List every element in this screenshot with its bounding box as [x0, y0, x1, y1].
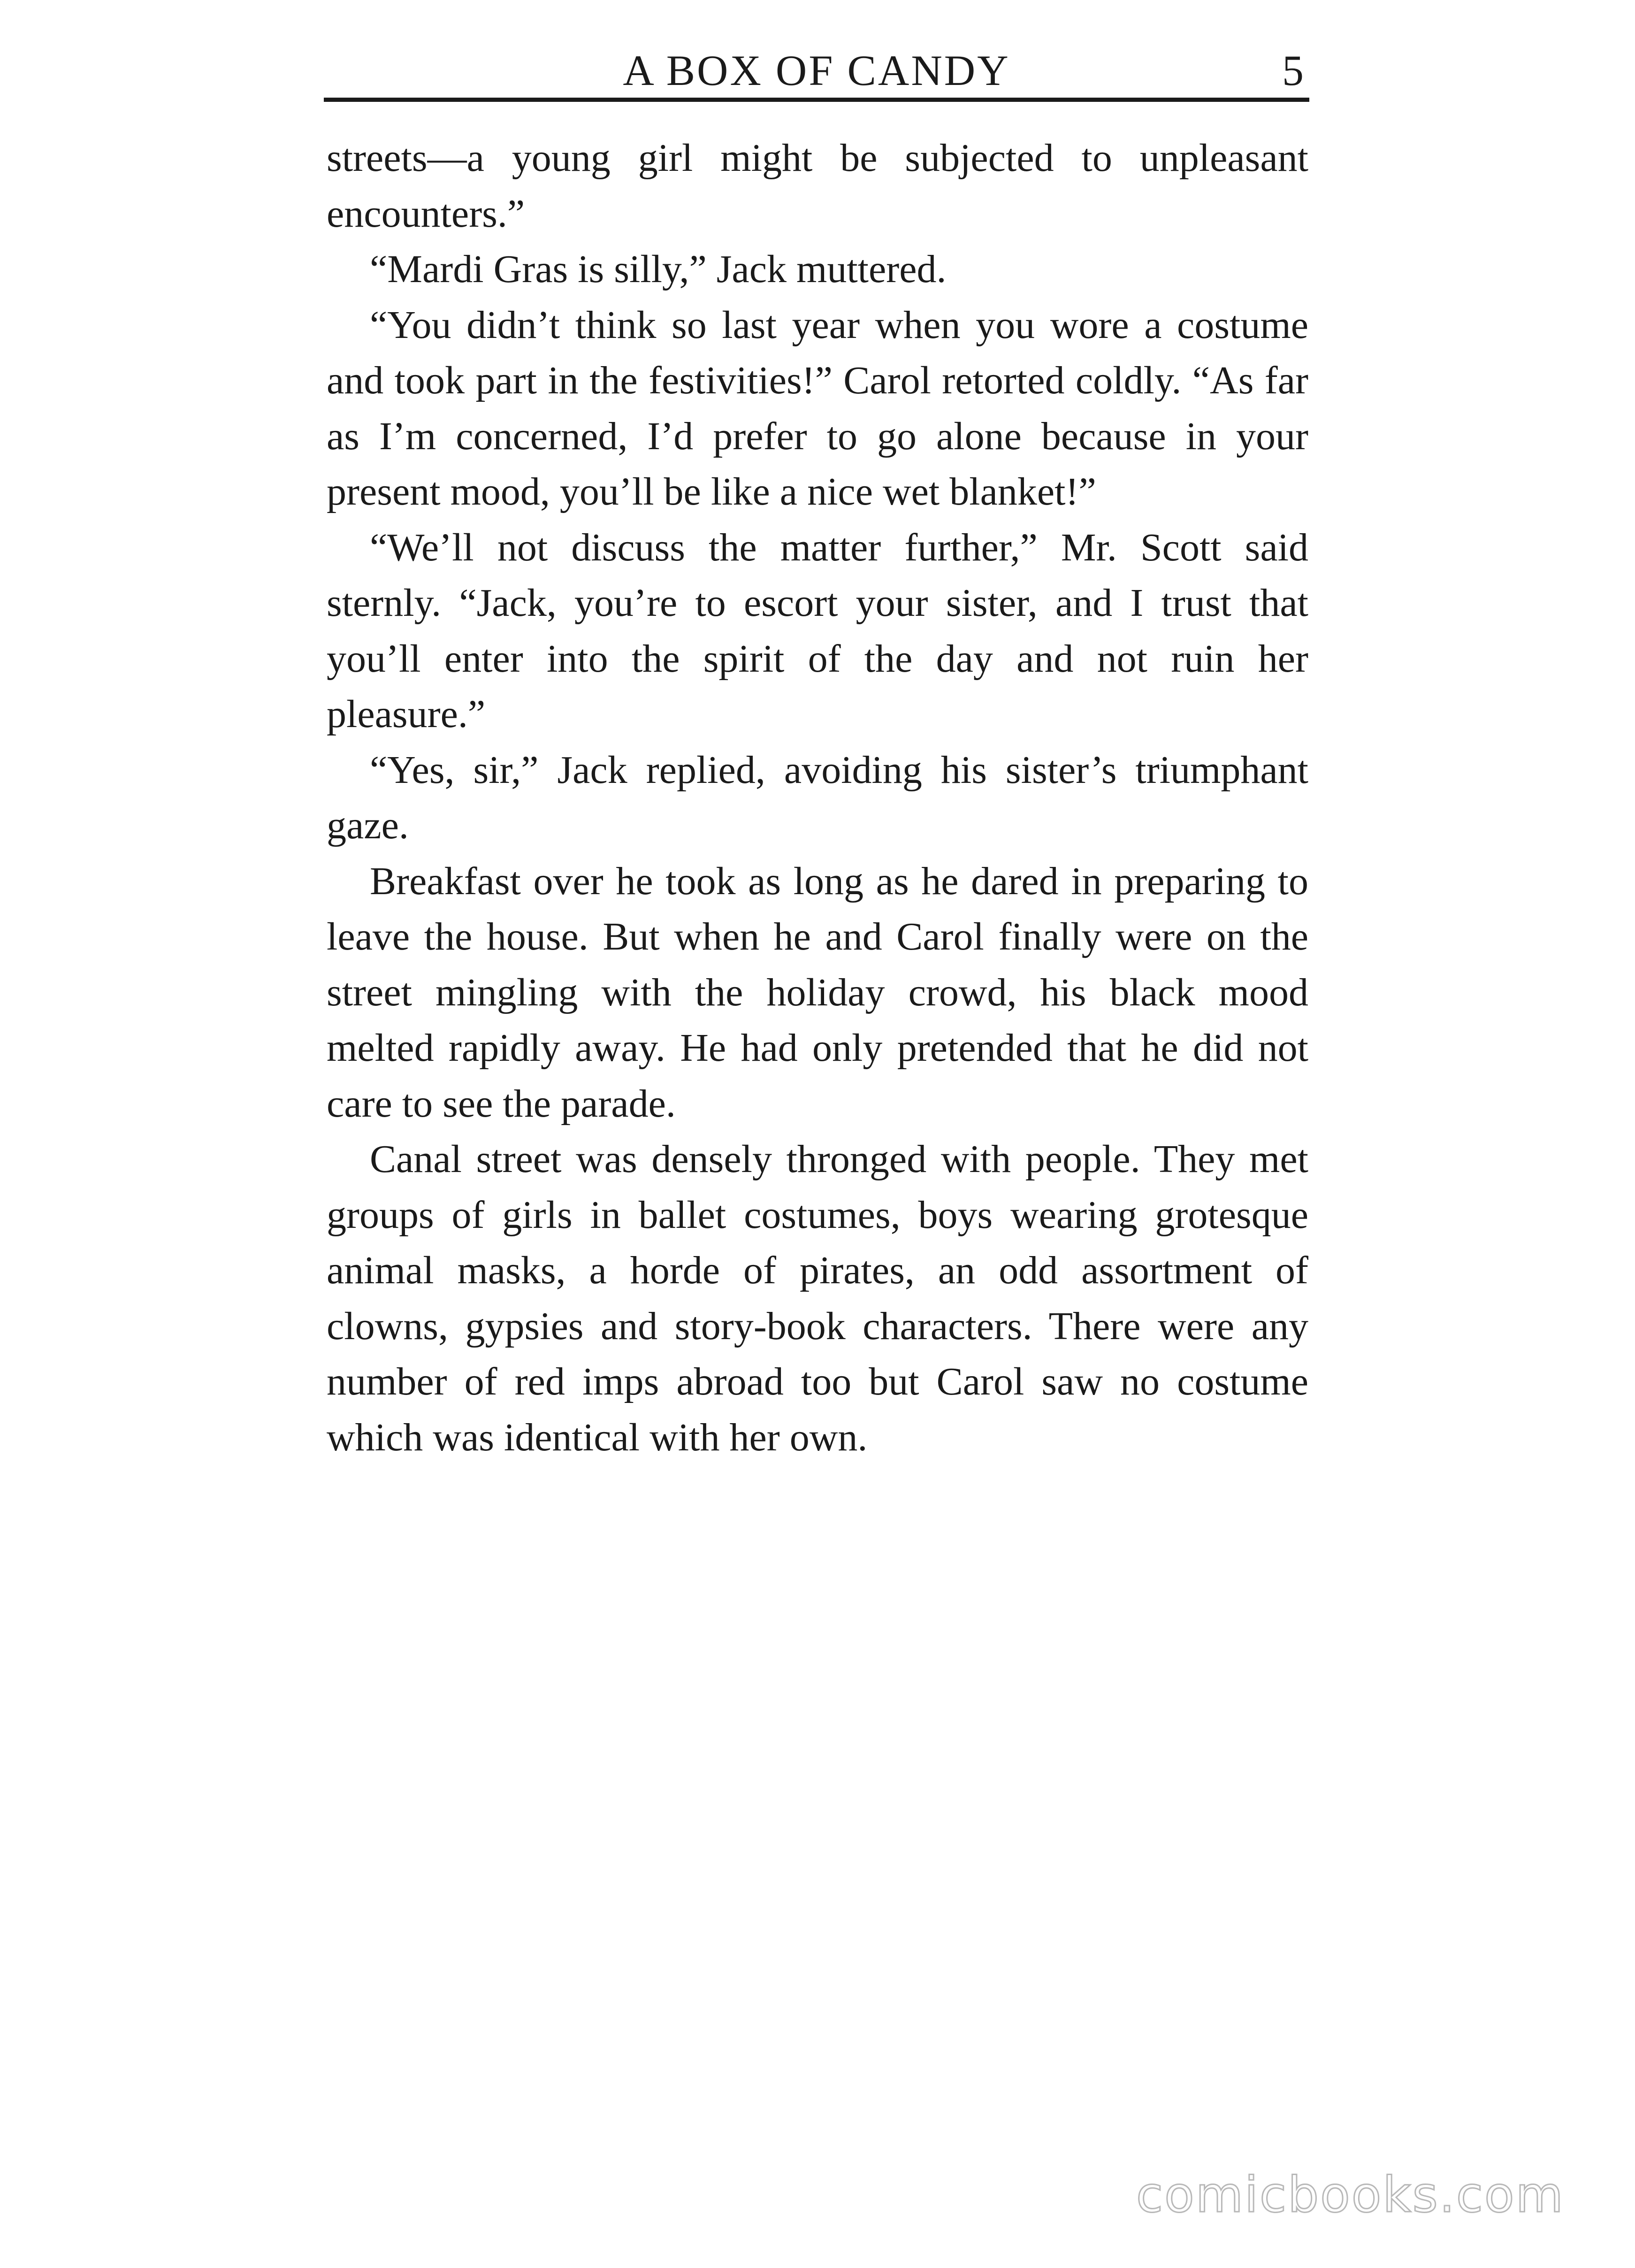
- running-head: [324, 42, 1309, 103]
- body-text: [327, 130, 1308, 1465]
- watermark: comicbooks.com: [1136, 2166, 1565, 2223]
- paragraph-4: “We’ll not discuss the matter further,” Mr. Scott said sternly. “Jack, you’re to escort your sister, and I trust that you’ll enter into the spirit of the day and not ruin her pleasure.”: [327, 525, 1308, 736]
- paragraph-3: “You didn’t think so last year when you wore a costume and took part in the festivities!” Carol retorted coldly. “As far as I’m concerned, I’d prefer to go alone because in your present mood, you’ll be like a nice wet blanket!”: [327, 303, 1308, 513]
- page-number: 5: [1282, 46, 1304, 94]
- paragraph-2: “Mardi Gras is silly,” Jack muttered.: [370, 247, 947, 291]
- header-rule: [324, 98, 1309, 102]
- running-title: A BOX OF CANDY: [623, 46, 1010, 94]
- paragraph-6: Breakfast over he took as long as he dared in preparing to leave the house. But when he and Carol finally were on the street mingling with the holiday crowd, his black mood melted rapidly away. He had only pretended that he did not care to see the parade.: [327, 859, 1308, 1126]
- paragraph-1: streets—a young girl might be subjected to unpleasant encounters.”: [327, 136, 1308, 236]
- paragraph-7: Canal street was densely thronged with people. They met groups of girls in ballet costumes, boys wearing grotesque animal masks, a horde of pirates, an odd assortment of clowns, gypsies and story-book characters. There were any number of red imps abroad too but Carol saw no costume which was identical with her own.: [327, 1137, 1308, 1459]
- paragraph-5: “Yes, sir,” Jack replied, avoiding his sister’s triumphant gaze.: [327, 748, 1308, 847]
